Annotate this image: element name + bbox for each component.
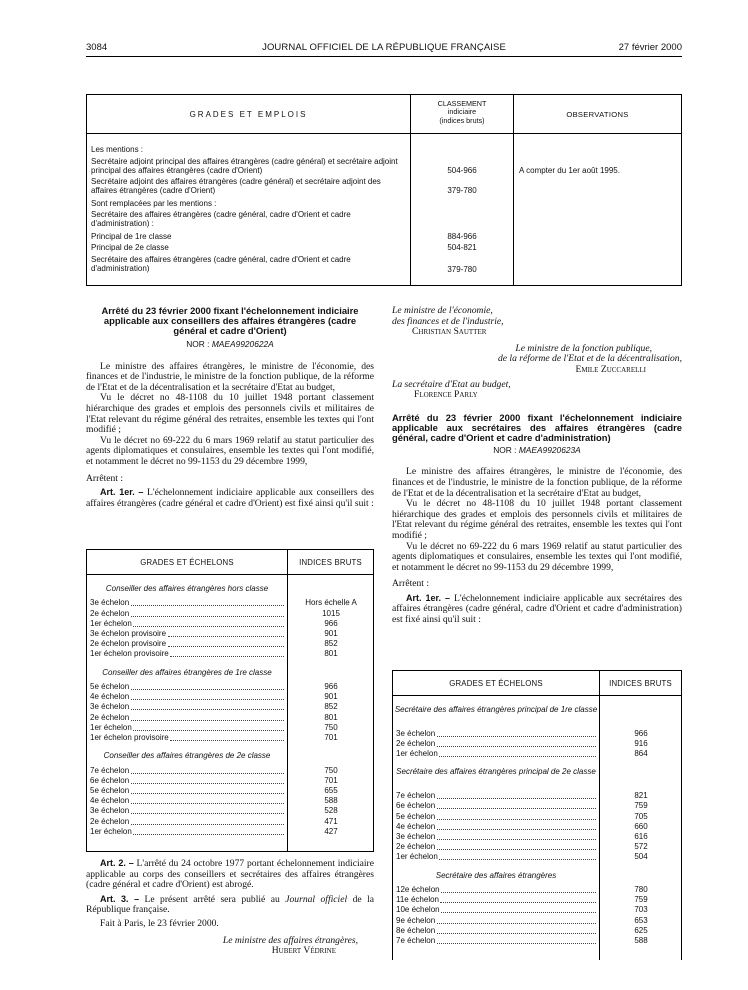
signatory-name: Christian Sautter [412, 326, 487, 338]
dot-leader [437, 736, 596, 737]
left-column [86, 306, 374, 509]
article-text: L'arrêté du 24 octobre 1977 portant échelonnement indiciaire applicable au corps des conseillers et secrétaires des affaires étrangères (cadre général et cadre d'Orient) est abrogé. [86, 858, 374, 891]
table-row [90, 817, 373, 827]
signatory-name: Florence Parly [414, 389, 478, 401]
dot-leader [168, 636, 284, 637]
dot-leader [131, 803, 284, 804]
echelon-label: 2e échelon [396, 842, 436, 852]
indice-value: 572 [634, 842, 648, 852]
classement-table [86, 94, 682, 286]
echelon-label: 2e échelon [396, 739, 436, 748]
table-row [90, 692, 373, 702]
echelon-label: 7e échelon [396, 936, 436, 945]
echelon-label: 1er échelon [90, 826, 132, 836]
indice-value: Hors échelle A [305, 598, 357, 608]
header-rule [86, 56, 682, 57]
table-row [90, 786, 373, 796]
dot-leader [437, 746, 596, 747]
dot-leader [168, 646, 284, 647]
table-row [396, 842, 681, 852]
section-title: Secrétaire des affaires étrangères principal de 1re classe [394, 705, 598, 714]
indice-value: 750 [324, 765, 338, 775]
dot-leader [131, 709, 284, 710]
table-row [396, 895, 681, 905]
indice-value: 705 [634, 811, 648, 821]
indice-value: 852 [324, 639, 338, 649]
table-text: Principal de 2e classe [91, 243, 169, 252]
fait-a-paris: Fait à Paris, le 23 février 2000. [100, 917, 219, 929]
indice-value: 966 [324, 618, 338, 628]
table-text: Secrétaire des affaires étrangères (cadre général, cadre d'Orient et cadre d'administration) : [91, 210, 351, 228]
page-number: 3084 [86, 42, 108, 53]
dot-leader [131, 699, 284, 700]
indice-value: 701 [324, 733, 338, 742]
echelon-label: 1er échelon [90, 618, 132, 628]
visa: Vu le décret no 48-1108 du 10 juillet 1948 portant classement hiérarchique des grades et emplois des personnels civils et militaires de l'Etat relevant du régime général des retraites, ensemble les textes qui l'ont modifié ; [86, 392, 374, 436]
table-row [90, 806, 373, 816]
indice-value: 588 [324, 796, 338, 806]
table-value: 504-821 [447, 243, 477, 252]
indice-value: 660 [634, 821, 648, 831]
dot-leader [439, 859, 596, 860]
dot-leader [133, 730, 284, 731]
echelon-label: 5e échelon [90, 786, 130, 795]
echelon-label: 3e échelon [396, 728, 436, 738]
table-row [396, 926, 681, 936]
table-row [396, 739, 681, 749]
echelon-label: 5e échelon [90, 682, 130, 691]
indice-value: 427 [324, 826, 338, 836]
indice-value: 588 [634, 936, 648, 945]
echelon-label: 3e échelon provisoire [90, 629, 167, 638]
table-text [91, 157, 407, 175]
table-row [90, 796, 373, 806]
table-row [90, 609, 373, 619]
table-row [396, 822, 681, 832]
nor-code: MAEA9920622A [211, 339, 274, 349]
table-row [90, 723, 373, 733]
echelon-label: 4e échelon [396, 821, 436, 831]
table-row [396, 749, 681, 759]
table-row [396, 791, 681, 801]
signatory-name: Hubert Védrine [271, 945, 336, 957]
table-row [90, 702, 373, 712]
dot-leader [131, 616, 284, 617]
echelon-label: 2e échelon [90, 608, 130, 618]
table-row [90, 649, 373, 659]
dot-leader [170, 656, 284, 657]
echelon-label: 3e échelon [90, 598, 130, 608]
section-title: Conseiller des affaires étrangères de 2e classe [103, 751, 271, 761]
decree-title: Arrêté du 23 février 2000 fixant l'échelonnement indiciaire applicable aux conseillers des affaires étrangères (cadre général et cadre d'Orient) [101, 305, 359, 336]
echelon-label: 6e échelon [90, 775, 130, 785]
dot-leader [131, 793, 284, 794]
table-row [396, 936, 681, 946]
table-row [90, 619, 373, 629]
preamble: Le ministre des affaires étrangères, le ministre de l'économie, des finances et de l'industrie, le ministre de la fonction publique, de la réforme de l'Etat et de la décentralisation et la secrétaire d'Etat au budget, [392, 466, 682, 499]
dot-leader [437, 849, 596, 850]
visa: Vu le décret no 69-222 du 6 mars 1969 relatif au statut particulier des agents diplomatiques et consulaires, ensemble les textes qui l'ont modifié, et notamment le décret no 99-1153 du 29 décembre 1999, [392, 540, 682, 573]
indice-value: 616 [634, 832, 648, 841]
echelon-label: 2e échelon provisoire [90, 639, 167, 649]
indice-value: 653 [634, 915, 648, 925]
indice-value: 655 [324, 786, 338, 795]
issue-date: 27 février 2000 [618, 42, 682, 53]
indice-value: 701 [324, 775, 338, 785]
echelon-label: 1er échelon provisoire [90, 649, 169, 659]
dot-leader [437, 943, 596, 944]
echelon-label: 7e échelon [90, 765, 130, 775]
header-classement-line: indiciaire [447, 107, 477, 117]
right-column [392, 306, 682, 626]
section-title: Conseiller des affaires étrangères de 1re classe [102, 667, 272, 677]
echelon-label: 3e échelon [90, 702, 130, 712]
header-indices: INDICES BRUTS [609, 679, 672, 688]
visa: Vu le décret no 48-1108 du 10 juillet 1948 portant classement hiérarchique des grades et emplois des personnels civils et militaires de l'Etat relevant du régime général des retraites, ensemble les textes qui l'ont modifié ; [392, 498, 682, 541]
indice-value: 759 [634, 801, 648, 811]
article-text: Le présent arrêté sera publié au [144, 893, 280, 905]
signatory-role: des finances et de l'industrie, [392, 315, 504, 327]
header-classement [411, 100, 513, 125]
nor-code: MAEA9920623A [518, 444, 581, 455]
dot-leader [437, 839, 596, 840]
indice-value: 864 [634, 749, 648, 759]
table-row [90, 598, 373, 608]
indice-value: 901 [324, 629, 338, 638]
article-1 [86, 487, 374, 509]
table-header-rule [393, 695, 681, 696]
article-label: Art. 1er. – [406, 592, 451, 603]
header-grades: GRADES ET ÉCHELONS [140, 558, 234, 567]
indice-value: 625 [634, 925, 648, 935]
table-text: Secrétaire des affaires étrangères (cadre général, cadre d'Orient et cadre d'administration) [91, 255, 351, 273]
arretent: Arrêtent : [86, 472, 124, 484]
echelon-label: 8e échelon [396, 925, 436, 935]
dot-leader [131, 824, 284, 825]
indice-value: 1015 [322, 608, 340, 618]
left-grades-table [86, 549, 374, 852]
echelon-label: 2e échelon [90, 816, 130, 826]
table-row [90, 766, 373, 776]
dot-leader [131, 813, 284, 814]
signatory-role: Le ministre de l'économie, [392, 305, 493, 316]
header-grades: GRADES ET ÉCHELONS [449, 679, 543, 688]
table-value: 884-966 [447, 232, 477, 241]
header-indices: INDICES BRUTS [299, 558, 362, 567]
dot-leader [437, 829, 596, 830]
article-text: L'échelonnement indiciaire applicable aux secrétaires des affaires étrangères (cadre général, cadre d'Orient et cadre d'administration) est fixé ainsi qu'il suit : [392, 592, 682, 626]
table-row [396, 812, 681, 822]
echelon-label: 7e échelon [396, 791, 436, 801]
table-text-content: Secrétaire adjoint principal des affaires étrangères (cadre général) et secrétaire adjoint principal des affaires étrangères (cadre d'Orient) [91, 157, 398, 175]
visa: Vu le décret no 69-222 du 6 mars 1969 relatif au statut particulier des agents diplomatiques et consulaires, ensemble les textes qui l'ont modifié, et notamment le décret no 99-1153 du 29 décembre 1999, [86, 434, 374, 467]
indice-value: 966 [634, 728, 648, 738]
dot-leader [131, 689, 284, 690]
article-3 [86, 894, 374, 916]
echelon-label: 2e échelon [90, 712, 130, 722]
indice-value: 801 [324, 649, 338, 659]
table-value: 379-780 [447, 186, 477, 195]
dot-leader [133, 626, 284, 627]
article-text: de la République française. [86, 893, 375, 916]
indice-value: 703 [634, 905, 648, 915]
indice-value: 780 [634, 885, 648, 894]
table-text: Principal de 1re classe [91, 232, 172, 241]
echelon-label: 6e échelon [396, 801, 436, 811]
dot-leader [437, 808, 596, 809]
left-column-end [86, 858, 374, 957]
table-header-rule [87, 133, 681, 134]
dot-leader [131, 720, 284, 721]
table-header-rule [87, 574, 373, 575]
arretent: Arrêtent : [392, 578, 430, 590]
table-row [396, 729, 681, 739]
table-row [90, 733, 373, 743]
section-title: Secrétaire des affaires étrangères principal de 2e classe [396, 767, 596, 777]
echelon-label: 1er échelon [396, 749, 438, 759]
dot-leader [131, 783, 284, 784]
article-label: Art. 1er. – [100, 487, 144, 498]
article-text: L'échelonnement indiciaire applicable aux conseillers des affaires étrangères (cadre général et cadre d'Orient) est fixé ainsi qu'il suit : [86, 487, 374, 509]
table-row [396, 916, 681, 926]
indice-value: 759 [634, 895, 648, 905]
table-row [90, 713, 373, 723]
indice-value: 916 [634, 739, 648, 748]
dot-leader [133, 834, 284, 835]
preamble: Le ministre des affaires étrangères, le ministre de l'économie, des finances et de l'industrie, le ministre de la fonction publique, de la réforme de l'Etat et de la décentralisation et la secrétaire d'Etat au budget, [86, 360, 374, 393]
indice-value: 504 [634, 852, 648, 862]
indice-value: 966 [324, 682, 338, 691]
indice-value: 528 [324, 806, 338, 816]
table-row [396, 885, 681, 895]
header-classement-line: (indices bruts) [439, 115, 485, 125]
signatory-role: de la réforme de l'Etat et de la décentralisation, [497, 353, 682, 365]
echelon-label: 10e échelon [396, 905, 440, 915]
table-row [90, 639, 373, 649]
right-grades-table [392, 670, 682, 960]
dot-leader [437, 933, 596, 934]
table-row [396, 801, 681, 811]
indice-value: 471 [324, 816, 338, 826]
header-classement-line: CLASSEMENT [437, 99, 487, 108]
dot-leader [131, 605, 284, 606]
dot-leader [437, 923, 596, 924]
echelon-label: 4e échelon [90, 692, 130, 702]
echelon-label: 3e échelon [90, 806, 130, 816]
nor-line [86, 339, 374, 350]
indice-value: 750 [324, 722, 338, 732]
journal-title: JOURNAL OFFICIEL DE LA RÉPUBLIQUE FRANÇAISE [262, 42, 506, 53]
dot-leader [441, 892, 596, 893]
article-label: Art. 3. – [100, 893, 140, 904]
table-row [396, 905, 681, 915]
echelon-label: 1er échelon [90, 722, 132, 732]
nor-label: NOR : [186, 339, 210, 349]
indice-value: 852 [324, 702, 338, 712]
table-row [396, 832, 681, 842]
echelon-label: 3e échelon [396, 832, 436, 841]
table-row [90, 827, 373, 837]
dot-leader [440, 902, 596, 903]
table-row [396, 852, 681, 862]
indice-value: 821 [634, 791, 648, 801]
table-observation: A compter du 1er août 1995. [519, 166, 620, 175]
dot-leader [437, 798, 596, 799]
echelon-label: 1er échelon provisoire [90, 733, 169, 742]
page-header [86, 43, 682, 55]
dot-leader [439, 756, 596, 757]
section-title: Conseiller des affaires étrangères hors classe [105, 584, 269, 593]
echelon-label: 4e échelon [90, 796, 130, 806]
table-value: 504-966 [447, 166, 477, 175]
header-grades: GRADES ET EMPLOIS [189, 110, 308, 119]
signatory-role: La secrétaire d'Etat au budget, [392, 378, 511, 390]
dot-leader [441, 912, 596, 913]
table-value: 379-780 [447, 265, 477, 274]
dot-leader [170, 740, 284, 741]
echelon-label: 1er échelon [396, 852, 438, 862]
article-text-italic: Journal officiel [285, 893, 348, 905]
indice-value: 801 [324, 712, 338, 722]
echelon-label: 9e échelon [396, 915, 436, 925]
echelon-label: 11e échelon [396, 895, 439, 905]
section-title: Secrétaire des affaires étrangères [435, 870, 557, 880]
table-divider [513, 95, 514, 285]
table-row [90, 629, 373, 639]
echelon-label: 12e échelon [396, 885, 440, 894]
nor-label: NOR : [493, 444, 517, 455]
article-2 [86, 858, 374, 891]
signatory-role: Le ministre de la fonction publique, [515, 342, 652, 354]
header-observations: OBSERVATIONS [566, 110, 629, 119]
signatory-name: Emile Zuccarelli [575, 363, 646, 375]
table-text: Secrétaire adjoint des affaires étrangères (cadre général) et secrétaire adjoint des affaires étrangères (cadre d'Orient) [91, 177, 381, 195]
table-row [90, 776, 373, 786]
table-row [90, 682, 373, 692]
decree-title: Arrêté du 23 février 2000 fixant l'échelonnement indiciaire applicable aux secrétaires des affaires étrangères (cadre général, cadre d'Orient et cadre d'administration) [392, 411, 682, 443]
indice-value: 901 [324, 692, 338, 702]
signatory-role: Le ministre des affaires étrangères, [222, 934, 358, 946]
article-1 [392, 593, 682, 626]
article-label: Art. 2. – [100, 858, 134, 868]
dot-leader [131, 773, 284, 774]
table-text: Sont remplacées par les mentions : [91, 199, 217, 208]
nor-line [392, 445, 682, 456]
dot-leader [437, 819, 596, 820]
table-text: Les mentions : [91, 145, 144, 154]
echelon-label: 5e échelon [396, 811, 436, 821]
